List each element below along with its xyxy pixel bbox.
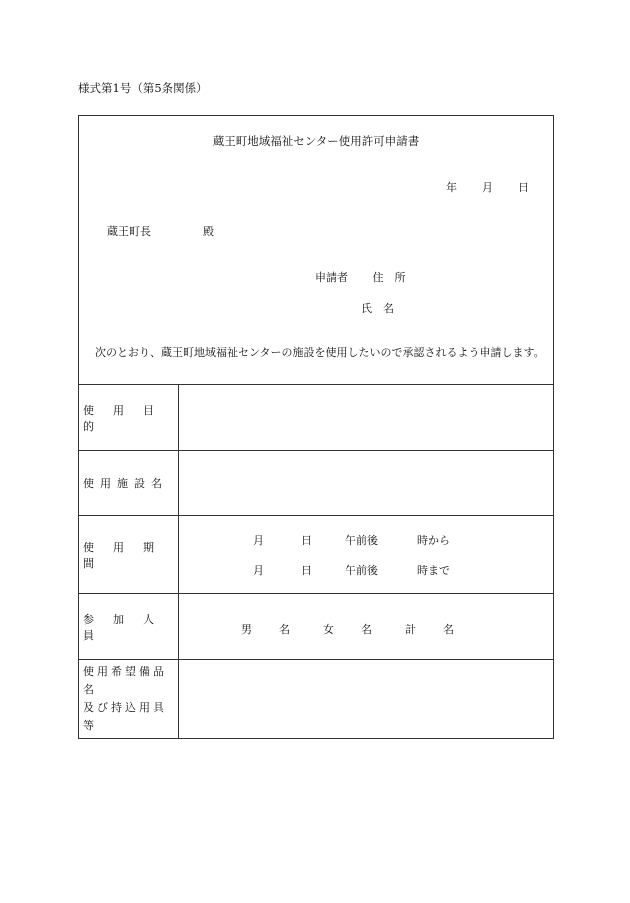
equipment-field[interactable] bbox=[179, 660, 553, 738]
start-day-label: 日 bbox=[301, 534, 312, 547]
declaration-text: 次のとおり、蔵王町地域福祉センターの施設を使用したいので承認されるよう申請します。 bbox=[95, 346, 545, 359]
date-month-label: 月 bbox=[482, 181, 493, 194]
purpose-label: 使用目的 bbox=[79, 385, 179, 450]
form-title: 蔵王町地域福祉センター使用許可申請書 bbox=[212, 134, 420, 148]
attendees-field[interactable] bbox=[179, 594, 553, 659]
date-day-label: 日 bbox=[518, 181, 529, 194]
start-month-label: 月 bbox=[253, 534, 264, 547]
form-header-section bbox=[79, 116, 553, 385]
equipment-label bbox=[79, 660, 179, 738]
date-field[interactable] bbox=[446, 179, 529, 195]
female-label: 女 bbox=[323, 623, 334, 636]
period-row bbox=[79, 516, 553, 594]
end-hour-label: 時まで bbox=[417, 564, 450, 577]
total-label: 計 bbox=[405, 623, 416, 636]
male-unit: 名 bbox=[279, 623, 290, 636]
period-end-line bbox=[253, 562, 450, 578]
application-form bbox=[78, 115, 554, 739]
male-label: 男 bbox=[241, 623, 252, 636]
purpose-field[interactable] bbox=[179, 385, 553, 450]
name-label: 氏 名 bbox=[361, 302, 394, 315]
addressee-honorific: 殿 bbox=[203, 225, 214, 238]
addressee-name: 蔵王町長 bbox=[107, 225, 151, 238]
start-hour-label: 時から bbox=[417, 534, 450, 547]
applicant-label: 申請者 bbox=[315, 271, 348, 284]
facility-row bbox=[79, 451, 553, 516]
equipment-label-line1: 使用希望備品名 bbox=[83, 665, 167, 696]
date-year-label: 年 bbox=[446, 181, 457, 194]
end-ampm-label: 午前後 bbox=[345, 564, 378, 577]
attendees-row bbox=[79, 594, 553, 660]
equipment-row bbox=[79, 660, 553, 738]
period-label: 使用期間 bbox=[79, 516, 179, 593]
total-unit: 名 bbox=[443, 623, 454, 636]
end-month-label: 月 bbox=[253, 564, 264, 577]
end-day-label: 日 bbox=[301, 564, 312, 577]
attendees-label: 参加人員 bbox=[79, 594, 179, 659]
facility-field[interactable] bbox=[179, 451, 553, 515]
addressee bbox=[107, 223, 214, 239]
start-ampm-label: 午前後 bbox=[345, 534, 378, 547]
period-start-line bbox=[253, 532, 450, 548]
attendees-line bbox=[241, 621, 454, 637]
female-unit: 名 bbox=[361, 623, 372, 636]
purpose-row bbox=[79, 385, 553, 451]
address-label: 住 所 bbox=[372, 271, 406, 284]
applicant-address-field[interactable] bbox=[315, 269, 406, 285]
applicant-name-field[interactable] bbox=[361, 300, 394, 316]
equipment-label-line2: 及び持込用具等 bbox=[83, 701, 167, 732]
facility-label: 使用施設名 bbox=[79, 451, 179, 515]
period-field[interactable] bbox=[179, 516, 553, 593]
form-number: 様式第1号（第5条関係） bbox=[78, 81, 208, 95]
